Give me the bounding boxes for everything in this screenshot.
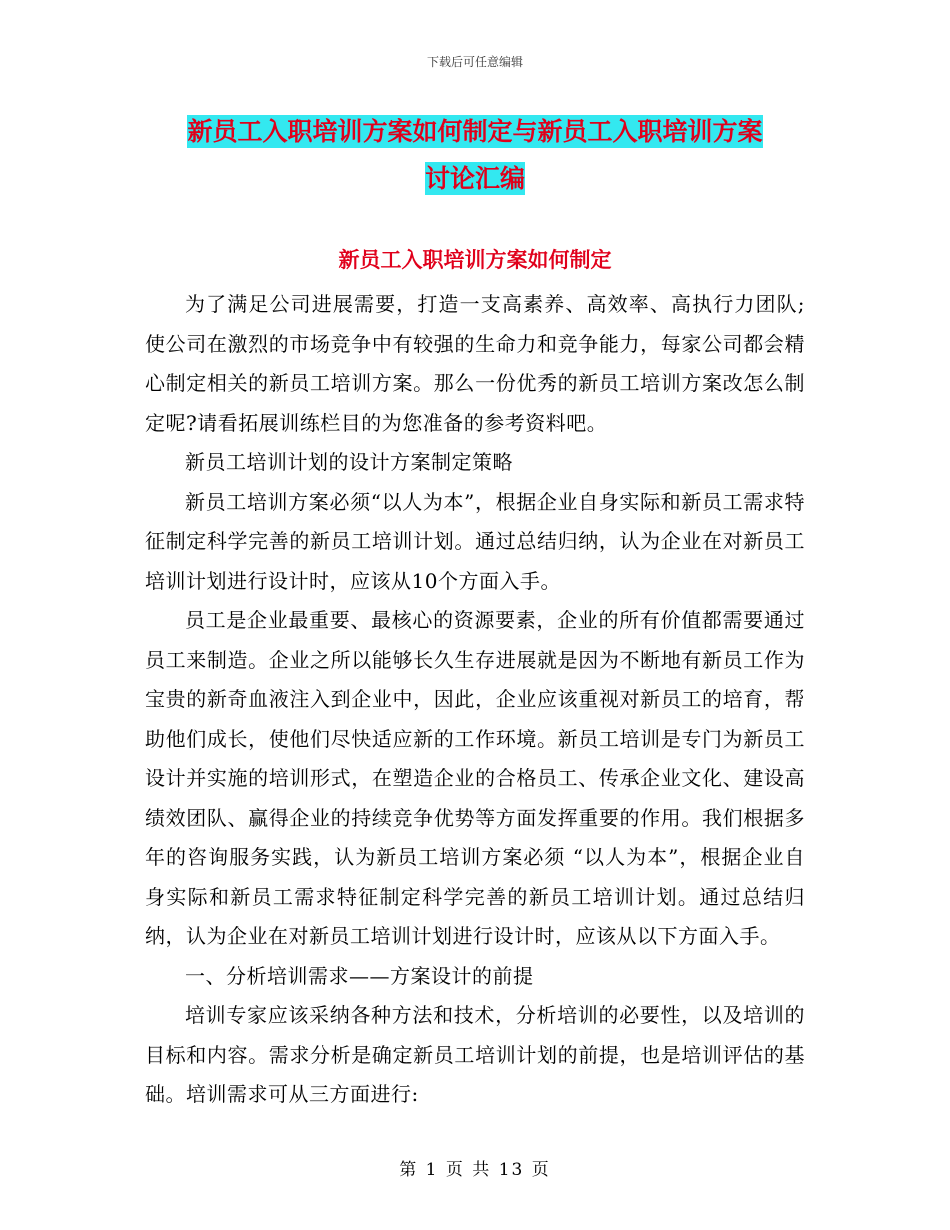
paragraph: 培训专家应该采纳各种方法和技术，分析培训的必要性，以及培训的目标和内容。需求分析是确定新员工培训计划的前提，也是培训评估的基础。培训需求可从三方面进行:	[145, 1003, 805, 1106]
header-note: 下载后可任意编辑	[426, 55, 523, 69]
title-line-2: 讨论汇编	[424, 164, 525, 193]
paragraph: 新员工培训计划的设计方案制定策略	[185, 450, 513, 474]
paragraph: 新员工培训方案必须“以人为本”，根据企业自身实际和新员工需求特征制定科学完善的新员工培训计划。通过总结归纳，认为企业在对新员工培训计划进行设计时，应该从10个方面入手。	[145, 489, 805, 593]
title-line-1: 新员工入职培训方案如何制定与新员工入职培训方案	[187, 117, 763, 146]
paragraph: 一、分析培训需求——方案设计的前提	[185, 963, 534, 988]
body-text	[145, 285, 805, 1115]
paragraph: 为了满足公司进展需要，打造一支高素养、高效率、高执行力团队;使公司在激烈的市场竞争中有较强的生命力和竞争能力，每家公司都会精心制定相关的新员工培训方案。那么一份优秀的新员工培训方案改怎么制定呢?请看拓展训练栏目的为您准备的参考资料吧。	[145, 292, 805, 435]
paragraph: 员工是企业最重要、最核心的资源要素，企业的所有价值都需要通过员工来制造。企业之所以能够长久生存进展就是因为不断地有新员工作为宝贵的新奇血液注入到企业中，因此，企业应该重视对新员工的培育，帮助他们成长，使他们尽快适应新的工作环境。新员工培训是专门为新员工设计并实施的培训形式，在塑造企业的合格员工、传承企业文化、建设高绩效团队、赢得企业的持续竞争优势等方面发挥重要的作用。我们根据多年的咨询服务实践，认为新员工培训方案必须 “以人为本”，根据企业自身实际和新员工需求特征制定科学完善的新员工培训计划。通过总结归纳，认为企业在对新员工培训计划进行设计时，应该从以下方面入手。	[145, 608, 805, 948]
page-footer: 第 1 页 共 13 页	[399, 1160, 551, 1180]
section-title: 新员工入职培训方案如何制定	[338, 248, 612, 272]
document-title	[145, 108, 805, 202]
